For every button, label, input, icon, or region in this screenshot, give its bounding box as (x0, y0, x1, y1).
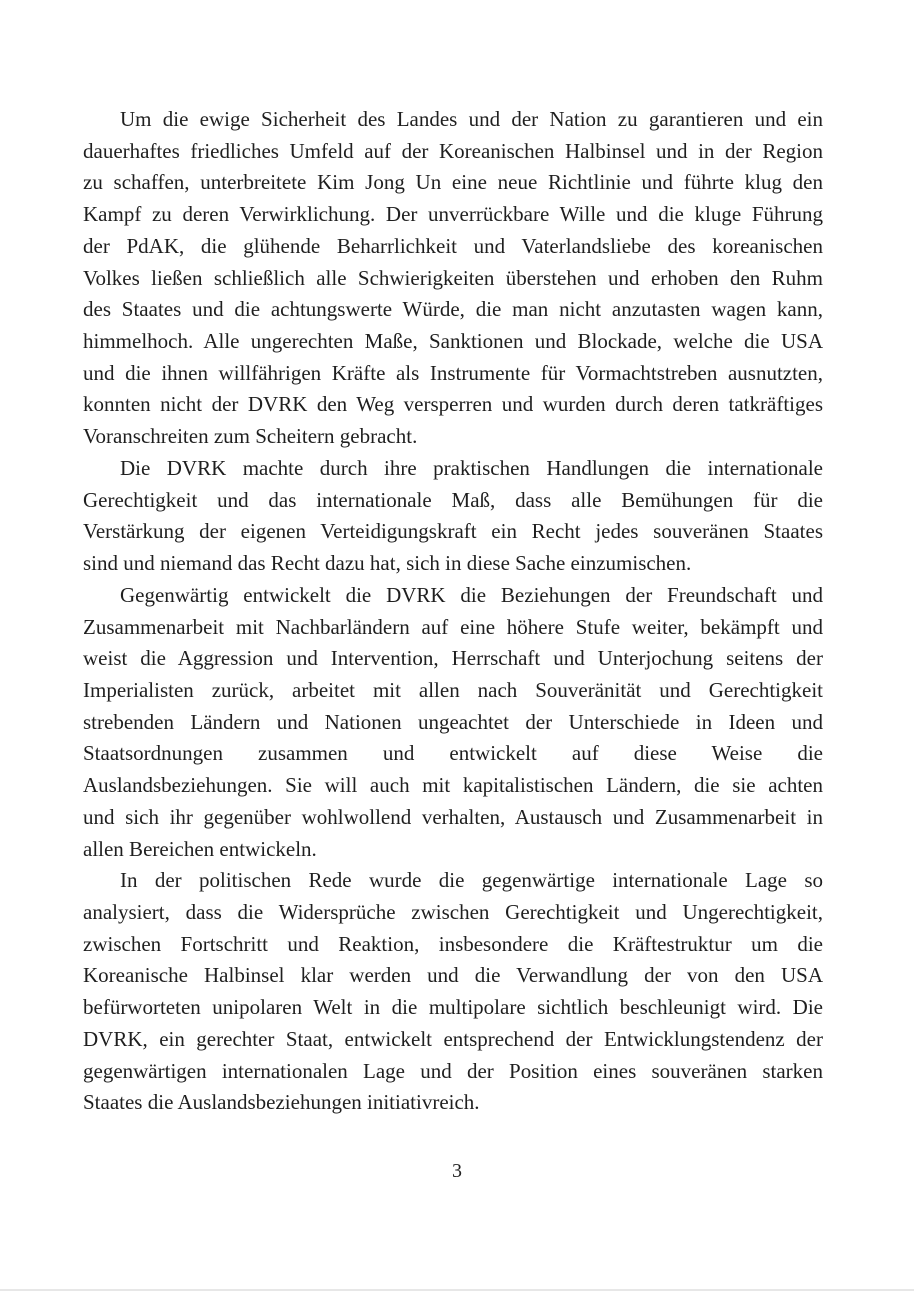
text-line: Um die ewige Sicherheit des Landes und der Nation zu garantieren und ein (120, 107, 823, 131)
text-line: Staatsordnungen zusammen und entwickelt auf diese Weise die (83, 741, 823, 766)
text-line: Zusammenarbeit mit Nachbarländern auf eine höhere Stufe weiter, bekämpft und (83, 614, 823, 639)
text-line: himmelhoch. Alle ungerechten Maße, Sanktionen und Blockade, welche die USA (83, 329, 823, 354)
text-line: befürworteten unipolaren Welt in die multipolare sichtlich beschleunigt wird. Die (83, 995, 823, 1020)
text-line: strebenden Ländern und Nationen ungeachtet der Unterschiede in Ideen und (83, 709, 823, 734)
text-line: und die ihnen willfährigen Kräfte als Instrumente für Vormachtstreben ausnutzten, (83, 360, 823, 385)
text-line: Gegenwärtig entwickelt die DVRK die Beziehungen der Freundschaft und (120, 582, 823, 607)
text-line: Kampf zu deren Verwirklichung. Der unverrückbare Wille und die kluge Führung (83, 202, 823, 227)
text-line: der PdAK, die glühende Beharrlichkeit und Vaterlandsliebe des koreanischen (83, 233, 823, 258)
page-number: 3 (452, 1160, 462, 1182)
text-line: gegenwärtigen internationalen Lage und der Position eines souveränen starken (83, 1058, 823, 1083)
text-line: DVRK, ein gerechter Staat, entwickelt entsprechend der Entwicklungstendenz der (83, 1026, 823, 1051)
text-line: sind und niemand das Recht dazu hat, sich in diese Sache einzumischen. (83, 551, 692, 576)
text-line: Die DVRK machte durch ihre praktischen Handlungen die internationale (120, 455, 823, 480)
text-line: Voranschreiten zum Scheitern gebracht. (83, 424, 418, 449)
paragraph (83, 453, 823, 580)
text-line: konnten nicht der DVRK den Weg versperren und wurden durch deren tatkräftiges (83, 392, 823, 417)
text-line: des Staates und die achtungswerte Würde, die man nicht anzutasten wagen kann, (83, 297, 823, 322)
paragraph (83, 104, 823, 453)
text-line: und sich ihr gegenüber wohlwollend verhalten, Austausch und Zusammenarbeit in (83, 804, 823, 829)
text-line: Volkes ließen schließlich alle Schwierigkeiten überstehen und erhoben den Ruhm (83, 265, 823, 290)
text-line: weist die Aggression und Intervention, Herrschaft und Unterjochung seitens der (83, 646, 823, 671)
text-line: dauerhaftes friedliches Umfeld auf der Koreanischen Halbinsel und in der Region (83, 138, 823, 163)
text-line: Auslandsbeziehungen. Sie will auch mit kapitalistischen Ländern, die sie achten (83, 773, 823, 798)
text-line: zu schaffen, unterbreitete Kim Jong Un eine neue Richtlinie und führte klug den (83, 170, 823, 195)
text-line: allen Bereichen entwickeln. (83, 836, 317, 861)
page-text (83, 104, 823, 1119)
text-line: Gerechtigkeit und das internationale Maß, dass alle Bemühungen für die (83, 487, 823, 512)
text-line: Verstärkung der eigenen Verteidigungskraft ein Recht jedes souveränen Staates (83, 519, 823, 544)
text-line: analysiert, dass die Widersprüche zwischen Gerechtigkeit und Ungerechtigkeit, (83, 899, 823, 924)
text-line: zwischen Fortschritt und Reaktion, insbesondere die Kräftestruktur um die (83, 931, 823, 956)
paragraph (83, 865, 823, 1119)
text-line: Staates die Auslandsbeziehungen initiativreich. (83, 1090, 480, 1115)
text-line: Imperialisten zurück, arbeitet mit allen nach Souveränität und Gerechtigkeit (83, 677, 823, 702)
text-line: Koreanische Halbinsel klar werden und die Verwandlung der von den USA (83, 963, 823, 988)
paragraph (83, 580, 823, 865)
text-line: In der politischen Rede wurde die gegenwärtige internationale Lage so (120, 868, 823, 893)
